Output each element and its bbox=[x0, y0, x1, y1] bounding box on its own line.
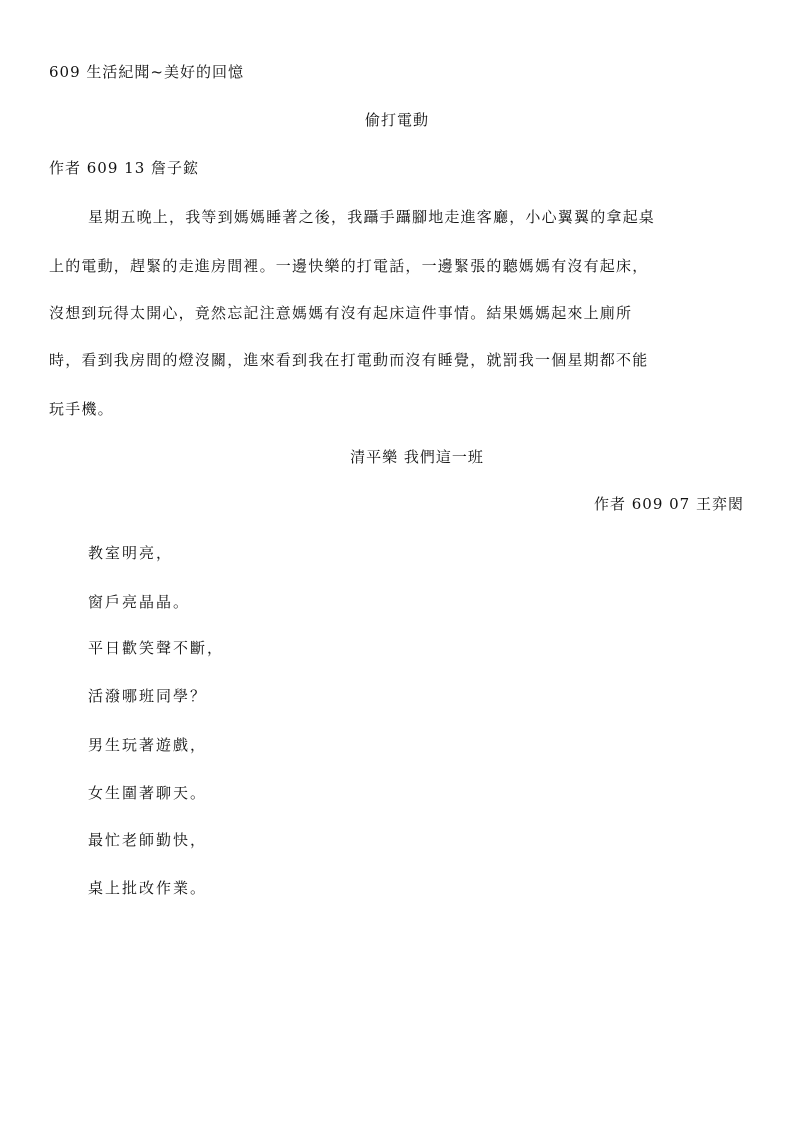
essay-line: 玩手機。 bbox=[49, 400, 114, 418]
poem-line: 活潑哪班同學？ bbox=[88, 687, 208, 705]
essay-line: 時，看到我房間的燈沒關，進來看到我在打電動而沒有睡覺，就罰我一個星期都不能 bbox=[49, 351, 649, 369]
poem-line: 男生玩著遊戲， bbox=[88, 736, 208, 754]
poem-line: 最忙老師勤快， bbox=[88, 831, 208, 849]
essay-title: 偷打電動 bbox=[364, 111, 429, 129]
poem-author: 作者 609 07 王弈閎 bbox=[593, 495, 744, 513]
poem-title: 清平樂 我們這一班 bbox=[350, 448, 484, 466]
poem-line: 平日歡笑聲不斷， bbox=[88, 639, 225, 657]
poem-line: 教室明亮， bbox=[88, 544, 174, 562]
essay-author: 作者 609 13 詹子鋐 bbox=[49, 159, 200, 177]
poem-line: 女生圍著聊天。 bbox=[88, 784, 208, 802]
essay-line: 上的電動，趕緊的走進房間裡。一邊快樂的打電話，一邊緊張的聽媽媽有沒有起床， bbox=[49, 257, 649, 275]
poem-line: 窗戶亮晶晶。 bbox=[88, 593, 191, 611]
essay-line: 星期五晚上，我等到媽媽睡著之後，我躡手躡腳地走進客廳，小心翼翼的拿起桌 bbox=[88, 208, 656, 226]
poem-line: 桌上批改作業。 bbox=[88, 879, 208, 897]
essay-line: 沒想到玩得太開心，竟然忘記注意媽媽有沒有起床這件事情。結果媽媽起來上廁所 bbox=[49, 304, 633, 322]
section-heading: 609 生活紀聞~美好的回憶 bbox=[49, 63, 244, 81]
